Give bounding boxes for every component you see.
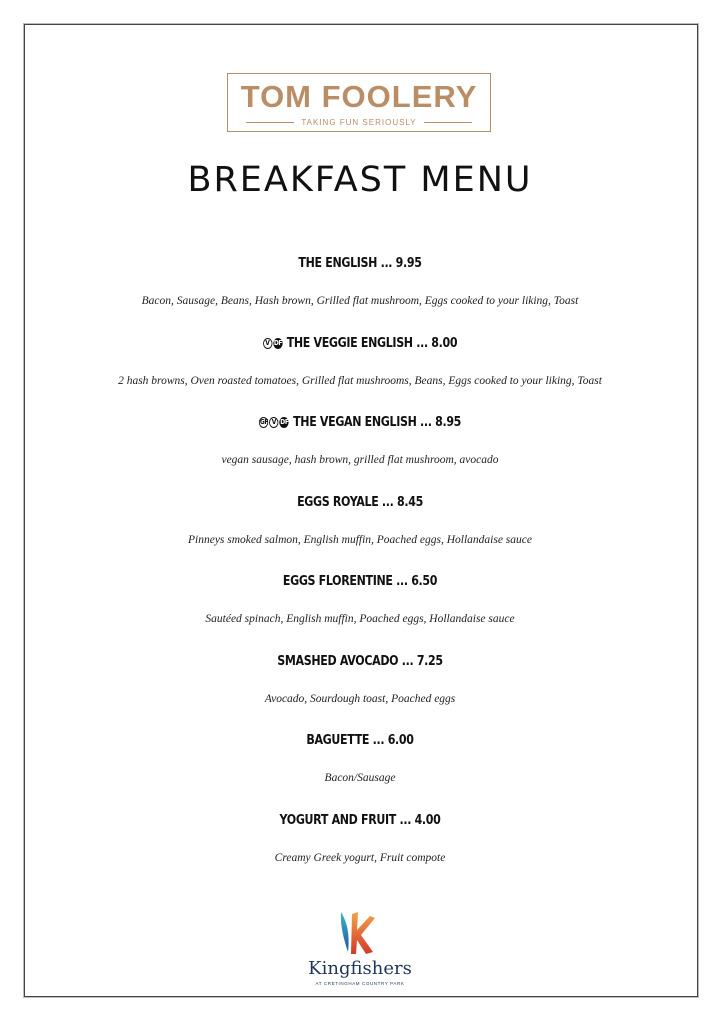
menu-item-description: Pinneys smoked salmon, English muffin, Poached eggs, Hollandaise sauce <box>188 533 532 546</box>
kingfishers-logo <box>300 908 420 988</box>
menu-item-title: SMASHED AVOCADO ... 7.25 <box>277 653 443 669</box>
dairy-free-icon: DF <box>273 338 283 347</box>
menu-item <box>60 653 660 733</box>
menu-item <box>60 573 660 653</box>
menu-item <box>60 335 660 415</box>
menu-item <box>60 812 660 892</box>
menu-item-title: V DF THE VEGGIE ENGLISH ... 8.00 <box>105 335 615 353</box>
vegetarian-icon: V <box>263 338 272 349</box>
menu-item-title: EGGS FLORENTINE ... 6.50 <box>282 574 438 589</box>
dairy-free-icon: DF <box>280 418 289 426</box>
menu-items-list <box>60 255 660 891</box>
menu-title: BREAKFAST MENU <box>187 160 533 200</box>
menu-item <box>60 255 660 335</box>
logo-tagline: TAKING FUN SERIOUSLY <box>301 118 417 127</box>
menu-item-description: 2 hash browns, Oven roasted tomatoes, Grilled flat mushrooms, Beans, Eggs cooked to your liking, Toast <box>118 374 602 387</box>
menu-item-title: YOGURT AND FRUIT ... 4.00 <box>279 812 441 828</box>
menu-item-description: Sautéed spinach, English muffin, Poached eggs, Hollandaise sauce <box>205 613 515 625</box>
tom-foolery-logo <box>227 73 491 132</box>
kingfisher-feather-icon <box>300 908 420 958</box>
menu-item-title: GF V DF THE VEGAN ENGLISH ... 8.95 <box>259 415 462 430</box>
menu-item-title: EGGS ROYALE ... 8.45 <box>297 494 423 510</box>
menu-item-description: Creamy Greek yogurt, Fruit compote <box>274 851 446 864</box>
menu-item-description: Bacon, Sausage, Beans, Hash brown, Grilled flat mushroom, Eggs cooked to your liking, Toast <box>141 295 579 307</box>
menu-item <box>60 414 660 494</box>
vegetarian-icon: V <box>269 417 278 428</box>
logo-rule-right <box>424 122 472 123</box>
kingfishers-subtitle: AT CRETINGHAM COUNTRY PARK <box>315 981 405 986</box>
menu-item-title: THE ENGLISH ... 9.95 <box>298 256 422 271</box>
menu-item <box>60 494 660 574</box>
menu-item-title: BAGUETTE ... 6.00 <box>306 733 414 748</box>
menu-item <box>60 732 660 812</box>
menu-item-description: vegan sausage, hash brown, grilled flat mushroom, avocado <box>221 454 499 466</box>
gluten-free-icon: GF <box>259 418 269 426</box>
menu-item-description: Bacon/Sausage <box>324 772 396 784</box>
kingfishers-brand-name: Kingfishers <box>308 958 412 979</box>
logo-brand-name: TOM FOOLERY <box>240 79 478 114</box>
menu-item-description: Avocado, Sourdough toast, Poached eggs <box>264 692 456 705</box>
